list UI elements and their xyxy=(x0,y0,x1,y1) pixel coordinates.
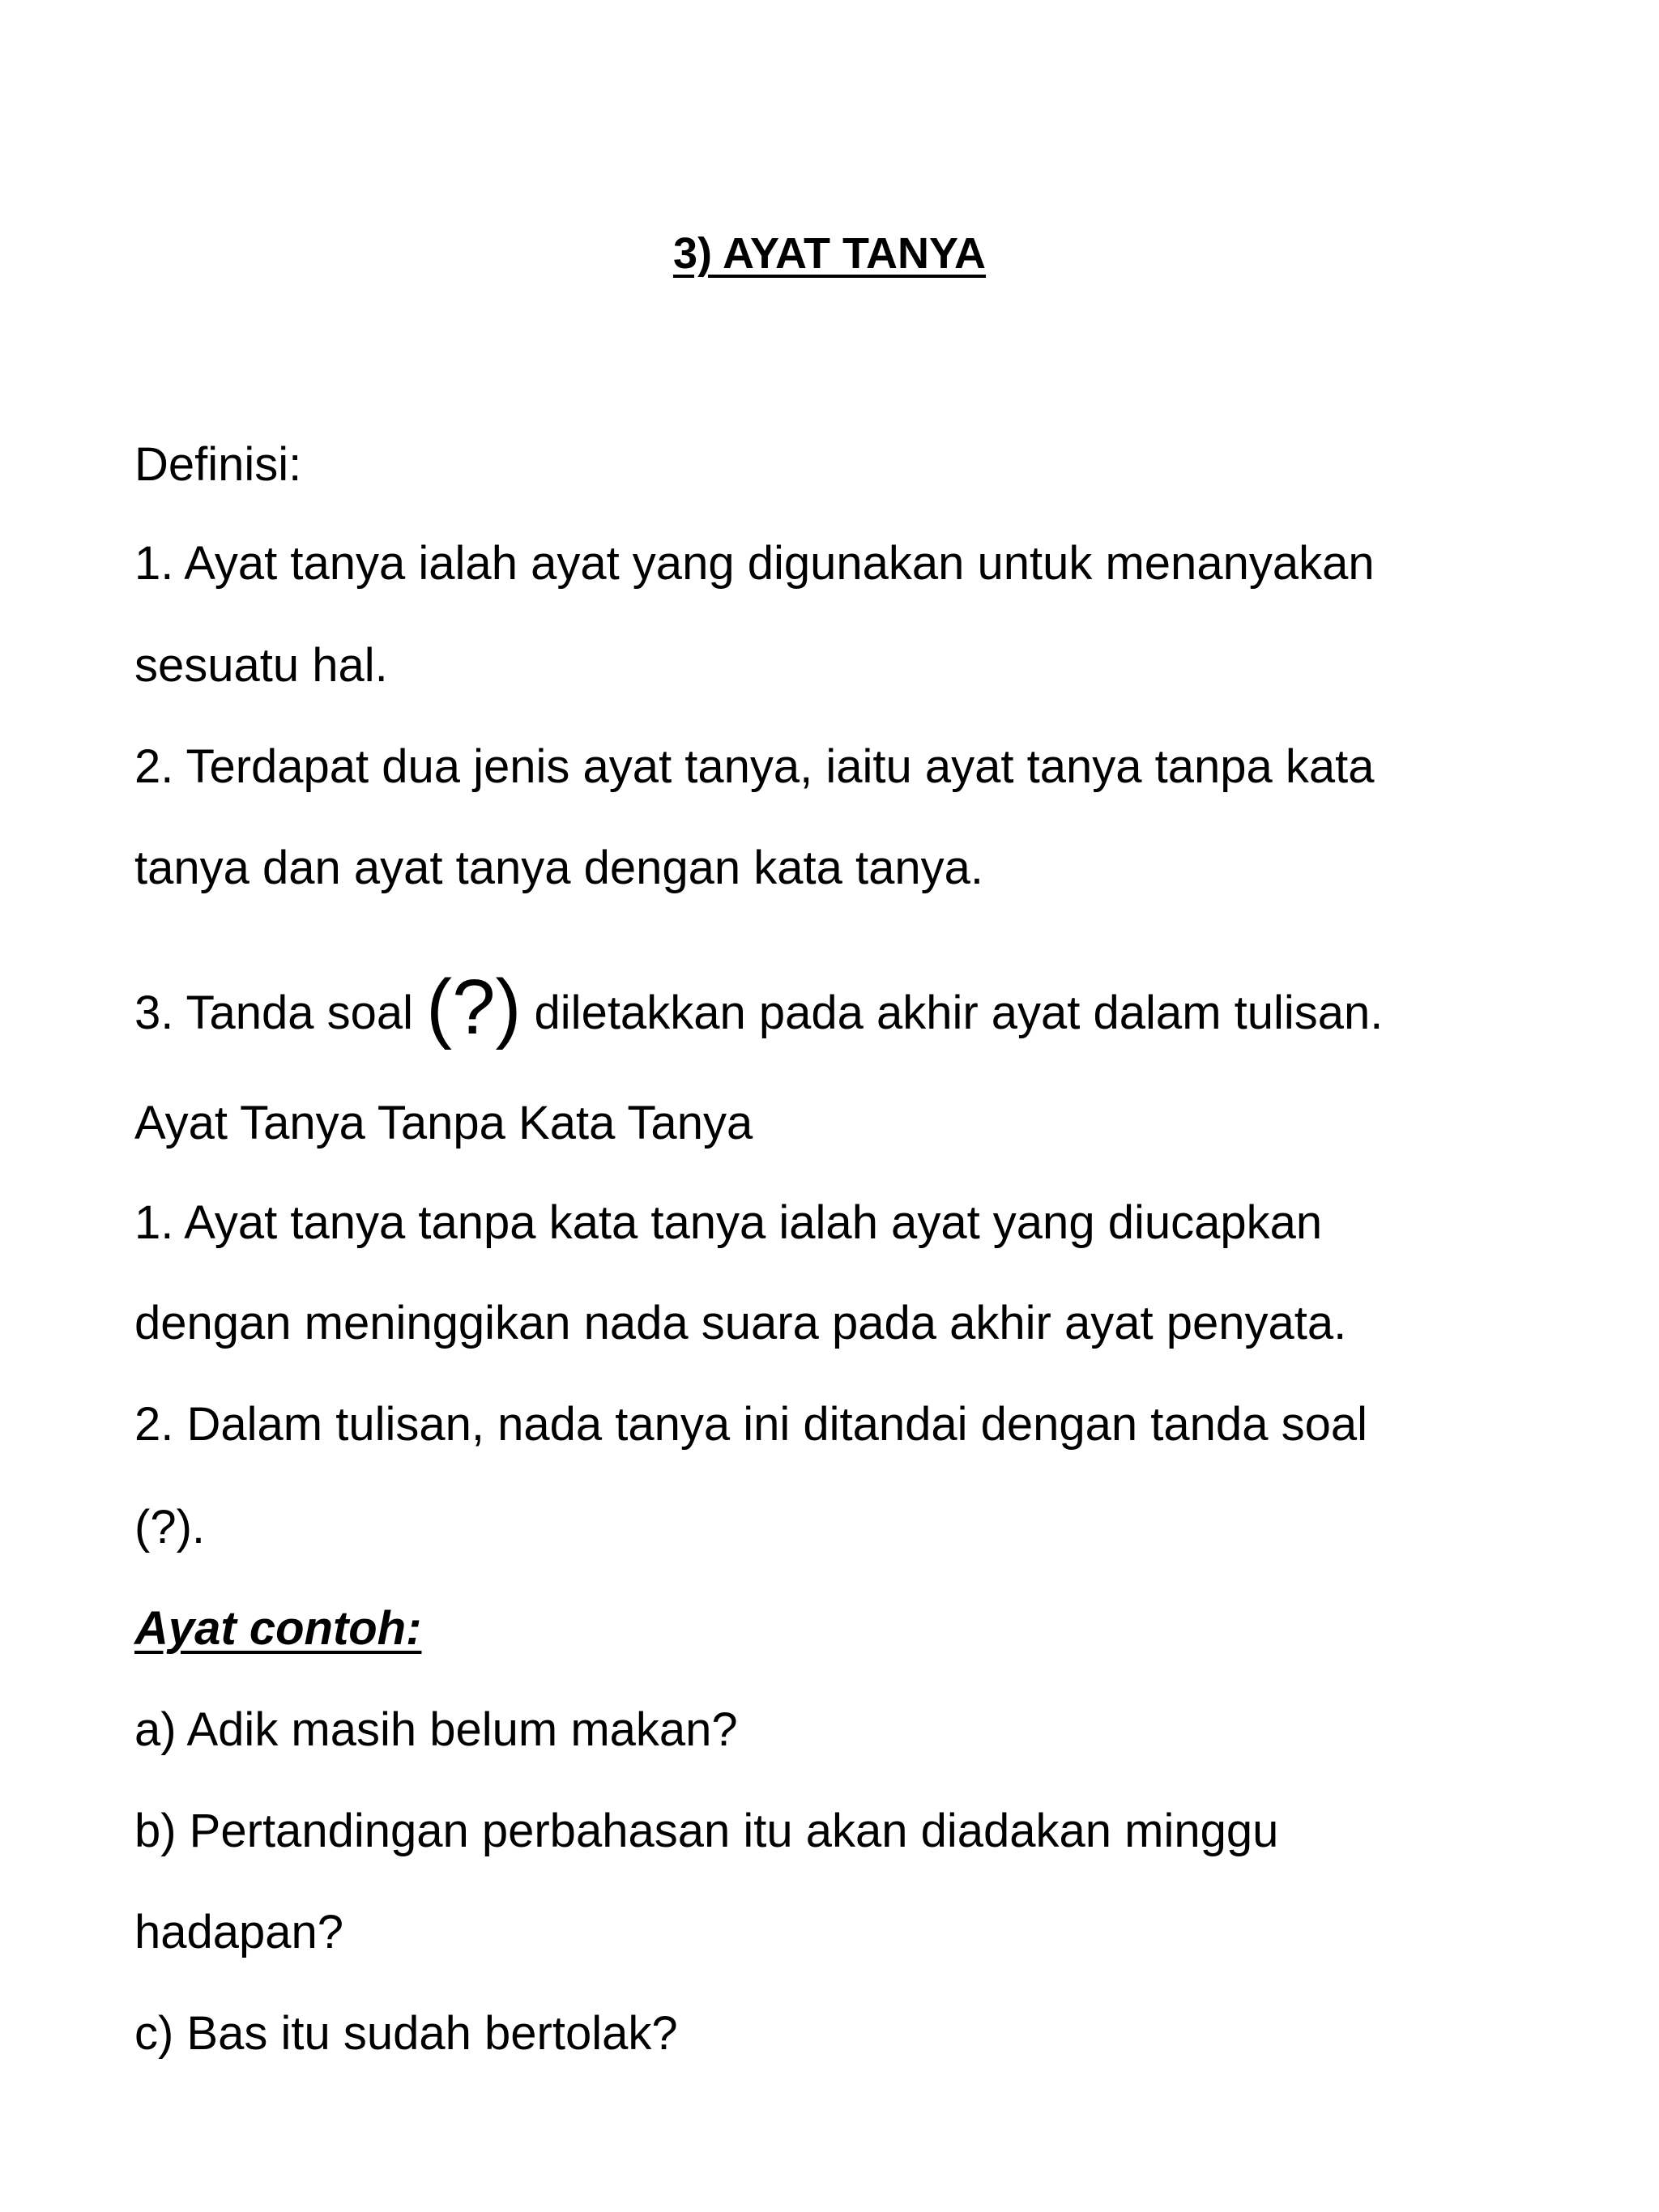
tanpa-kata-tanya-heading: Ayat Tanya Tanpa Kata Tanya xyxy=(134,1097,753,1149)
definisi-heading: Definisi: xyxy=(134,438,302,491)
contoh-a: a) Adik masih belum makan? xyxy=(134,1703,738,1756)
definisi-point-3-prefix: 3. Tanda soal xyxy=(134,987,427,1039)
tanpa-kata-tanya-point-1-line-2: dengan meninggikan nada suara pada akhir ayat penyata. xyxy=(134,1297,1347,1349)
definisi-point-1-line-1: 1. Ayat tanya ialah ayat yang digunakan untuk menanyakan xyxy=(134,537,1375,590)
contoh-heading xyxy=(134,1596,421,1661)
definisi-point-2-line-2: tanya dan ayat tanya dengan kata tanya. xyxy=(134,842,984,894)
contoh-c: c) Bas itu sudah bertolak? xyxy=(134,2007,678,2060)
contoh-b-line-2: hadapan? xyxy=(134,1906,344,1958)
tanpa-kata-tanya-point-2-line-2: (?). xyxy=(134,1501,205,1554)
contoh-heading-text: Ayat contoh: xyxy=(134,1602,422,1655)
tanpa-kata-tanya-point-1-line-1: 1. Ayat tanya tanpa kata tanya ialah ayat yang diucapkan xyxy=(134,1196,1323,1249)
definisi-point-3-suffix: diletakkan pada akhir ayat dalam tulisan. xyxy=(521,987,1384,1039)
definisi-point-3 xyxy=(134,964,1384,1051)
definisi-point-2-line-1: 2. Terdapat dua jenis ayat tanya, iaitu ayat tanya tanpa kata xyxy=(134,740,1375,793)
tanpa-kata-tanya-point-2-line-1: 2. Dalam tulisan, nada tanya ini ditandai dengan tanda soal xyxy=(134,1398,1367,1451)
question-mark-symbol: (?) xyxy=(426,964,522,1051)
contoh-b-line-1: b) Pertandingan perbahasan itu akan diadakan minggu xyxy=(134,1805,1279,1857)
definisi-point-1-line-2: sesuatu hal. xyxy=(134,639,388,692)
page-title-text: 3) AYAT TANYA xyxy=(672,229,987,278)
page-title xyxy=(0,225,1659,282)
